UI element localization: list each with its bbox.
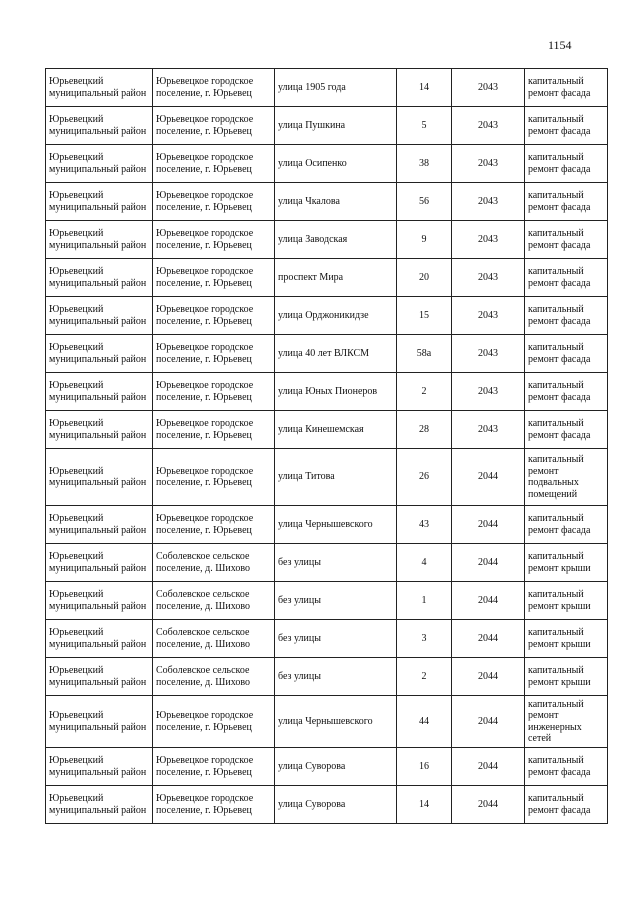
year-cell: 2044 [452,506,525,544]
settlement-cell: Юрьевецкое городское поселение, г. Юрьевец [153,449,275,506]
street-cell: проспект Мира [275,259,397,297]
table-row [46,221,608,259]
year-cell: 2044 [452,544,525,582]
street-cell: улица Суворова [275,786,397,824]
street-cell: улица 1905 года [275,69,397,107]
settlement-cell: Юрьевецкое городское поселение, г. Юрьевец [153,259,275,297]
table-row [46,696,608,748]
house-number-cell: 20 [397,259,452,297]
settlement-cell: Юрьевецкое городское поселение, г. Юрьевец [153,335,275,373]
street-cell: улица Чкалова [275,183,397,221]
settlement-cell: Соболевское сельское поселение, д. Шихово [153,544,275,582]
house-number-cell: 26 [397,449,452,506]
year-cell: 2044 [452,582,525,620]
table-row [46,335,608,373]
year-cell: 2043 [452,107,525,145]
table-row [46,259,608,297]
district-cell: Юрьевецкий муниципальный район [46,411,153,449]
work-type-cell: капитальный ремонт фасада [525,373,608,411]
year-cell: 2043 [452,259,525,297]
settlement-cell: Юрьевецкое городское поселение, г. Юрьевец [153,696,275,748]
settlement-cell: Юрьевецкое городское поселение, г. Юрьевец [153,297,275,335]
district-cell: Юрьевецкий муниципальный район [46,335,153,373]
street-cell: без улицы [275,582,397,620]
district-cell: Юрьевецкий муниципальный район [46,183,153,221]
street-cell: улица Суворова [275,748,397,786]
table-row [46,297,608,335]
settlement-cell: Юрьевецкое городское поселение, г. Юрьевец [153,506,275,544]
house-number-cell: 16 [397,748,452,786]
district-cell: Юрьевецкий муниципальный район [46,620,153,658]
house-number-cell: 1 [397,582,452,620]
house-number-cell: 28 [397,411,452,449]
year-cell: 2043 [452,297,525,335]
settlement-cell: Юрьевецкое городское поселение, г. Юрьевец [153,373,275,411]
district-cell: Юрьевецкий муниципальный район [46,373,153,411]
table-row [46,544,608,582]
year-cell: 2044 [452,658,525,696]
settlement-cell: Юрьевецкое городское поселение, г. Юрьевец [153,786,275,824]
work-type-cell: капитальный ремонт фасада [525,335,608,373]
work-type-cell: капитальный ремонт фасада [525,411,608,449]
house-number-cell: 14 [397,786,452,824]
work-type-cell: капитальный ремонт крыши [525,582,608,620]
work-type-cell: капитальный ремонт подвальных помещений [525,449,608,506]
table-row [46,506,608,544]
settlement-cell: Юрьевецкое городское поселение, г. Юрьевец [153,107,275,145]
house-number-cell: 38 [397,145,452,183]
year-cell: 2044 [452,696,525,748]
work-type-cell: капитальный ремонт фасада [525,221,608,259]
district-cell: Юрьевецкий муниципальный район [46,69,153,107]
house-number-cell: 2 [397,373,452,411]
year-cell: 2043 [452,69,525,107]
settlement-cell: Соболевское сельское поселение, д. Шихово [153,582,275,620]
work-type-cell: капитальный ремонт крыши [525,620,608,658]
settlement-cell: Соболевское сельское поселение, д. Шихово [153,620,275,658]
work-type-cell: капитальный ремонт крыши [525,544,608,582]
district-cell: Юрьевецкий муниципальный район [46,506,153,544]
street-cell: без улицы [275,658,397,696]
house-number-cell: 15 [397,297,452,335]
district-cell: Юрьевецкий муниципальный район [46,582,153,620]
house-number-cell: 43 [397,506,452,544]
table-row [46,582,608,620]
year-cell: 2044 [452,786,525,824]
street-cell: улица Кинешемская [275,411,397,449]
table-row [46,449,608,506]
street-cell: улица Осипенко [275,145,397,183]
settlement-cell: Юрьевецкое городское поселение, г. Юрьевец [153,411,275,449]
district-cell: Юрьевецкий муниципальный район [46,786,153,824]
street-cell: улица Орджоникидзе [275,297,397,335]
year-cell: 2043 [452,335,525,373]
work-type-cell: капитальный ремонт фасада [525,786,608,824]
district-cell: Юрьевецкий муниципальный район [46,748,153,786]
street-cell: без улицы [275,620,397,658]
house-number-cell: 5 [397,107,452,145]
district-cell: Юрьевецкий муниципальный район [46,297,153,335]
settlement-cell: Юрьевецкое городское поселение, г. Юрьевец [153,69,275,107]
repair-register-table [45,68,608,824]
table-row [46,107,608,145]
house-number-cell: 44 [397,696,452,748]
year-cell: 2044 [452,449,525,506]
district-cell: Юрьевецкий муниципальный район [46,449,153,506]
street-cell: улица 40 лет ВЛКСМ [275,335,397,373]
street-cell: без улицы [275,544,397,582]
year-cell: 2043 [452,221,525,259]
work-type-cell: капитальный ремонт фасада [525,183,608,221]
house-number-cell: 3 [397,620,452,658]
house-number-cell: 58а [397,335,452,373]
table-row [46,786,608,824]
table-row [46,145,608,183]
district-cell: Юрьевецкий муниципальный район [46,696,153,748]
table-row [46,373,608,411]
street-cell: улица Юных Пионеров [275,373,397,411]
table-body [46,69,608,824]
table-row [46,658,608,696]
year-cell: 2044 [452,748,525,786]
settlement-cell: Соболевское сельское поселение, д. Шихово [153,658,275,696]
street-cell: улица Чернышевского [275,696,397,748]
settlement-cell: Юрьевецкое городское поселение, г. Юрьевец [153,145,275,183]
year-cell: 2043 [452,183,525,221]
work-type-cell: капитальный ремонт инженерных сетей [525,696,608,748]
settlement-cell: Юрьевецкое городское поселение, г. Юрьевец [153,748,275,786]
district-cell: Юрьевецкий муниципальный район [46,658,153,696]
house-number-cell: 9 [397,221,452,259]
house-number-cell: 56 [397,183,452,221]
work-type-cell: капитальный ремонт фасада [525,259,608,297]
street-cell: улица Титова [275,449,397,506]
street-cell: улица Заводская [275,221,397,259]
street-cell: улица Чернышевского [275,506,397,544]
district-cell: Юрьевецкий муниципальный район [46,145,153,183]
table-row [46,620,608,658]
house-number-cell: 4 [397,544,452,582]
district-cell: Юрьевецкий муниципальный район [46,259,153,297]
work-type-cell: капитальный ремонт фасада [525,506,608,544]
year-cell: 2044 [452,620,525,658]
work-type-cell: капитальный ремонт фасада [525,145,608,183]
work-type-cell: капитальный ремонт фасада [525,297,608,335]
district-cell: Юрьевецкий муниципальный район [46,544,153,582]
settlement-cell: Юрьевецкое городское поселение, г. Юрьевец [153,183,275,221]
district-cell: Юрьевецкий муниципальный район [46,107,153,145]
year-cell: 2043 [452,145,525,183]
page-number: 1154 [548,38,572,52]
work-type-cell: капитальный ремонт фасада [525,748,608,786]
street-cell: улица Пушкина [275,107,397,145]
work-type-cell: капитальный ремонт крыши [525,658,608,696]
table-row [46,69,608,107]
year-cell: 2043 [452,411,525,449]
work-type-cell: капитальный ремонт фасада [525,69,608,107]
district-cell: Юрьевецкий муниципальный район [46,221,153,259]
house-number-cell: 2 [397,658,452,696]
settlement-cell: Юрьевецкое городское поселение, г. Юрьевец [153,221,275,259]
table-row [46,411,608,449]
table-row [46,748,608,786]
work-type-cell: капитальный ремонт фасада [525,107,608,145]
house-number-cell: 14 [397,69,452,107]
year-cell: 2043 [452,373,525,411]
table-row [46,183,608,221]
